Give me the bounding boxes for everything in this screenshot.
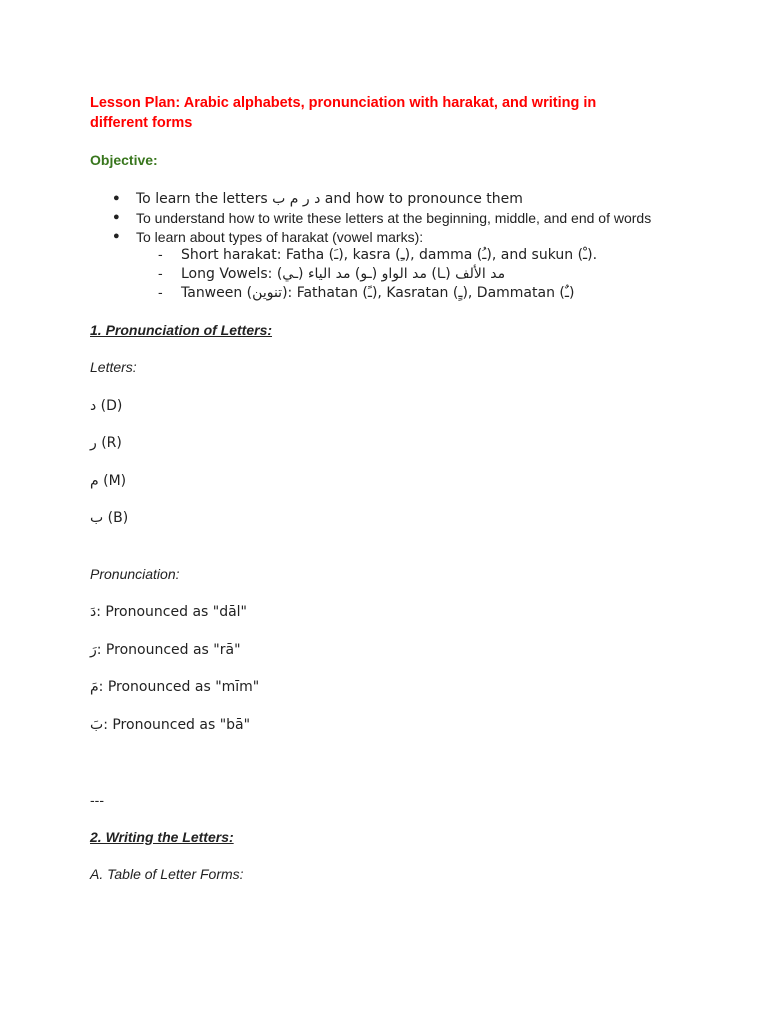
letter-item: د (D) bbox=[90, 398, 123, 414]
pronunciation-item: بَ: Pronounced as "bā" bbox=[90, 717, 251, 733]
objective-bullet: To learn about types of harakat (vowel marks): bbox=[136, 229, 424, 245]
section-heading: 2. Writing the Letters: bbox=[90, 829, 234, 845]
letter-item: ر (R) bbox=[90, 435, 122, 451]
bullet-dot: ● bbox=[113, 192, 120, 204]
pronunciation-item: دَ: Pronounced as "dāl" bbox=[90, 604, 248, 620]
harakat-sub-item: Short harakat: Fatha (ـَ), kasra (ـِ), damma (ـُ), and sukun (ـْ). bbox=[181, 247, 598, 263]
objective-label: Objective: bbox=[90, 152, 158, 168]
objective-bullet: To understand how to write these letters at the beginning, middle, and end of words bbox=[136, 210, 652, 226]
separator: --- bbox=[90, 792, 104, 808]
sub-dash: - bbox=[158, 284, 163, 300]
letter-item: م (M) bbox=[90, 473, 127, 489]
letters-label: Letters: bbox=[90, 359, 137, 375]
sub-dash: - bbox=[158, 246, 163, 262]
page-title: Lesson Plan: Arabic alphabets, pronunciation with harakat, and writing in different forms bbox=[90, 95, 597, 131]
pronunciation-item: رَ: Pronounced as "rā" bbox=[90, 642, 241, 658]
harakat-sub-item: Long Vowels: مد الألف (ـا) مد الواو (ـو) مد الياء (ـي) bbox=[181, 266, 506, 282]
sub-dash: - bbox=[158, 265, 163, 281]
bullet-dot: ● bbox=[113, 230, 120, 242]
bullet-dot: ● bbox=[113, 211, 120, 223]
table-subheading: A. Table of Letter Forms: bbox=[90, 866, 244, 882]
pronunciation-label: Pronunciation: bbox=[90, 566, 180, 582]
harakat-sub-item: Tanween (تنوين): Fathatan (ـً), Kasratan (ـٍ), Dammatan (ـٌ) bbox=[181, 285, 575, 301]
pronunciation-item: مَ: Pronounced as "mīm" bbox=[90, 679, 260, 695]
section-heading: 1. Pronunciation of Letters: bbox=[90, 322, 273, 338]
letter-item: ب (B) bbox=[90, 510, 129, 526]
objective-bullet: To learn the letters د ر م ب and how to pronounce them bbox=[136, 191, 523, 207]
